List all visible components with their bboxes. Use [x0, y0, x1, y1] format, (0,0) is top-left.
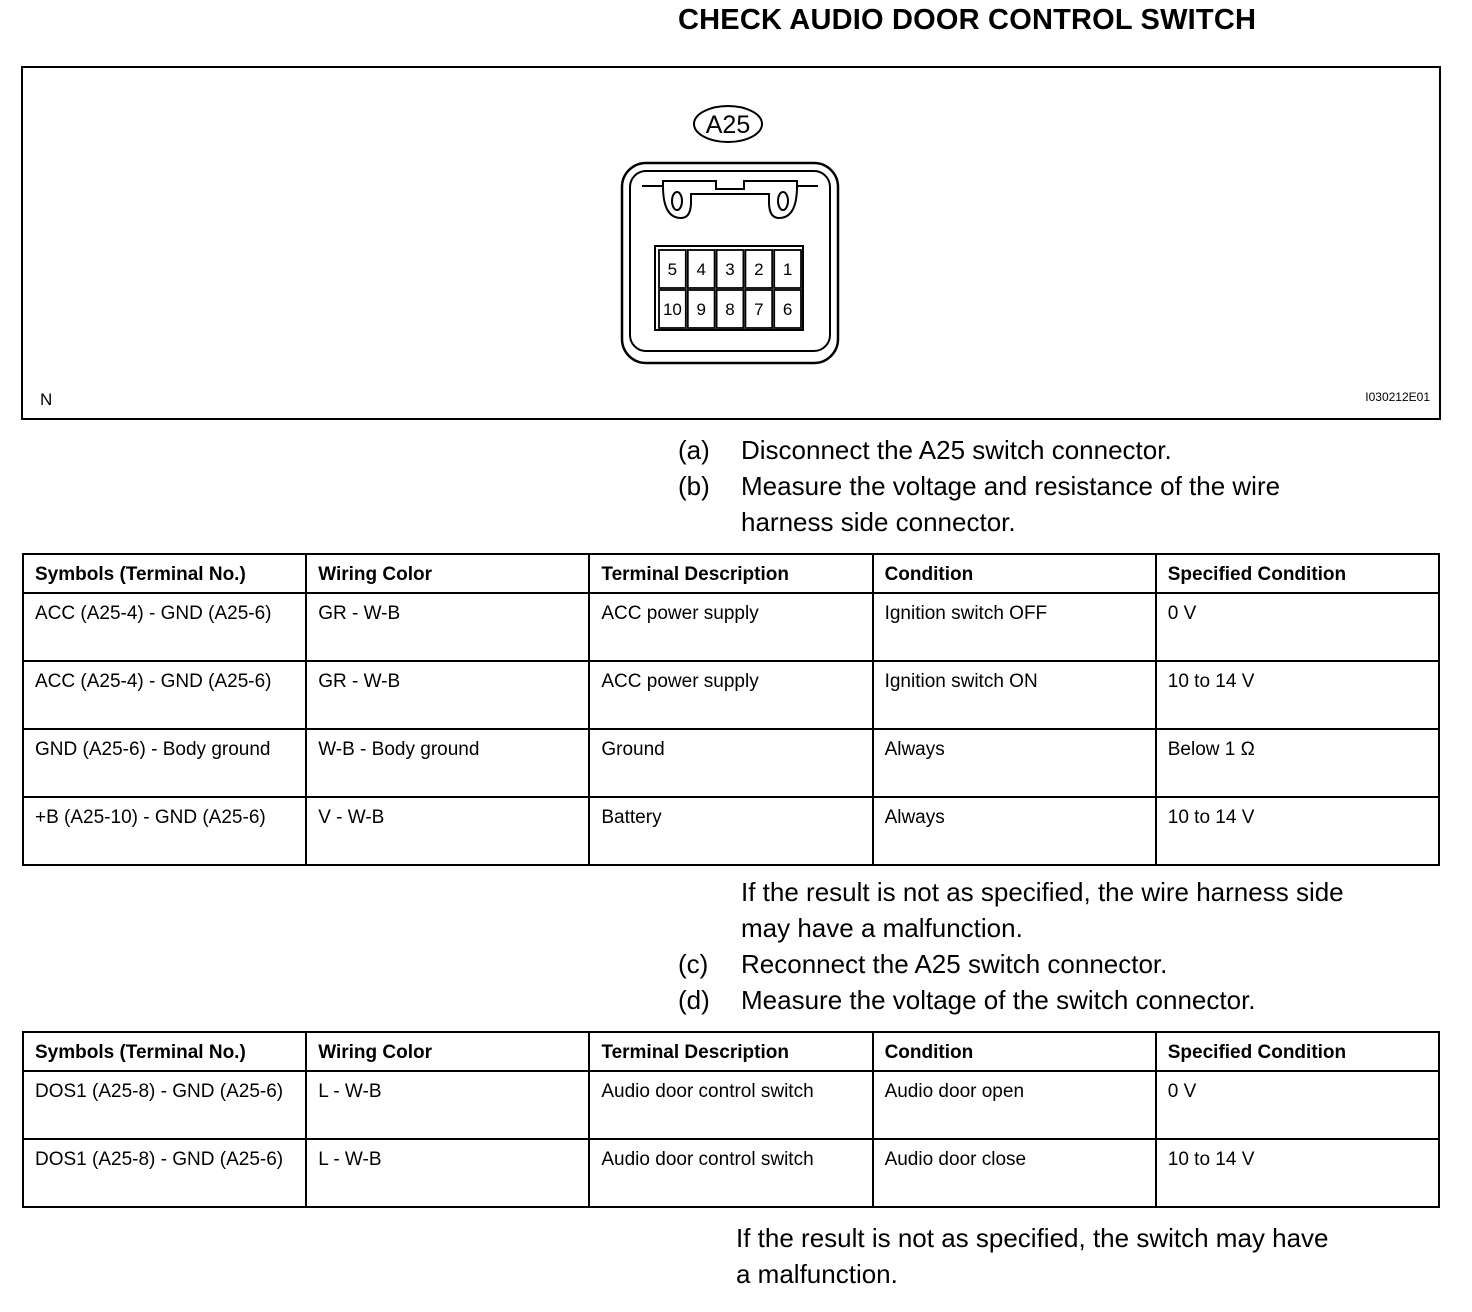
cell-terminal-description: Audio door control switch [589, 1139, 872, 1207]
cell-condition: Always [873, 729, 1156, 797]
header-wiring-color: Wiring Color [306, 554, 589, 593]
header-wiring-color: Wiring Color [306, 1032, 589, 1071]
harness-result-note [741, 874, 1344, 946]
connector-label: A25 [705, 111, 751, 139]
page-title: CHECK AUDIO DOOR CONTROL SWITCH [678, 4, 1257, 36]
cell-terminal-description: Ground [589, 729, 872, 797]
cell-wiring-color: L - W-B [306, 1071, 589, 1139]
figure-id: I030212E01 [1365, 390, 1430, 404]
table-row [23, 593, 1439, 661]
pin-label-2: 2 [754, 260, 764, 279]
cell-specified-condition: 0 V [1156, 1071, 1439, 1139]
cell-symbols: ACC (A25-4) - GND (A25-6) [23, 593, 306, 661]
cell-terminal-description: ACC power supply [589, 593, 872, 661]
pin-label-8: 8 [725, 300, 735, 319]
step-a-label: (a) [678, 435, 710, 465]
cell-symbols: +B (A25-10) - GND (A25-6) [23, 797, 306, 865]
cell-wiring-color: V - W-B [306, 797, 589, 865]
header-symbols: Symbols (Terminal No.) [23, 1032, 306, 1071]
header-specified-condition: Specified Condition [1156, 554, 1439, 593]
cell-terminal-description: Audio door control switch [589, 1071, 872, 1139]
cell-symbols: DOS1 (A25-8) - GND (A25-6) [23, 1071, 306, 1139]
header-symbols: Symbols (Terminal No.) [23, 554, 306, 593]
cell-specified-condition: 10 to 14 V [1156, 1139, 1439, 1207]
pin-label-6: 6 [782, 300, 793, 319]
table-row [23, 729, 1439, 797]
cell-condition: Always [873, 797, 1156, 865]
table-row [23, 1139, 1439, 1207]
step-c-label: (c) [678, 949, 709, 979]
switch-note-line2: a malfunction. [736, 1259, 898, 1289]
table-header-row [23, 1032, 1439, 1071]
table-row [23, 661, 1439, 729]
step-d-text: Measure the voltage of the switch connector. [741, 985, 1256, 1015]
header-terminal-description: Terminal Description [589, 554, 872, 593]
harness-note-line2: may have a malfunction. [741, 913, 1023, 943]
cell-specified-condition: 0 V [1156, 593, 1439, 661]
pin-label-9: 9 [696, 300, 706, 319]
connector-diagram [23, 68, 1439, 418]
step-c-text: Reconnect the A25 switch connector. [741, 949, 1168, 979]
cell-condition: Audio door close [873, 1139, 1156, 1207]
cell-wiring-color: W-B - Body ground [306, 729, 589, 797]
step-a-text: Disconnect the A25 switch connector. [741, 435, 1172, 465]
cell-symbols: DOS1 (A25-8) - GND (A25-6) [23, 1139, 306, 1207]
switch-side-table [22, 1031, 1440, 1208]
step-b-text-line2: harness side connector. [741, 507, 1016, 537]
switch-note-line1: If the result is not as specified, the switch may have [736, 1223, 1329, 1253]
cell-symbols: GND (A25-6) - Body ground [23, 729, 306, 797]
table-row [23, 797, 1439, 865]
connector-figure [21, 66, 1441, 420]
pin-label-7: 7 [754, 300, 764, 319]
header-condition: Condition [873, 554, 1156, 593]
harness-note-line1: If the result is not as specified, the wire harness side [741, 877, 1344, 907]
pin-label-3: 3 [725, 260, 735, 279]
step-b-text-line1: Measure the voltage and resistance of the wire [741, 471, 1281, 501]
header-specified-condition: Specified Condition [1156, 1032, 1439, 1071]
step-d-label: (d) [678, 985, 710, 1015]
cell-specified-condition: 10 to 14 V [1156, 797, 1439, 865]
figure-corner-label: N [40, 390, 53, 409]
cell-specified-condition: 10 to 14 V [1156, 661, 1439, 729]
cell-wiring-color: L - W-B [306, 1139, 589, 1207]
cell-condition: Ignition switch ON [873, 661, 1156, 729]
pin-label-5: 5 [667, 260, 678, 279]
switch-result-note [736, 1220, 1329, 1292]
header-terminal-description: Terminal Description [589, 1032, 872, 1071]
table-row [23, 1071, 1439, 1139]
step-b-label: (b) [678, 471, 710, 501]
pin-label-1: 1 [782, 260, 793, 279]
cell-wiring-color: GR - W-B [306, 661, 589, 729]
cell-condition: Ignition switch OFF [873, 593, 1156, 661]
pin-label-10: 10 [662, 300, 682, 319]
pin-label-4: 4 [696, 260, 706, 279]
connector-latch [642, 181, 818, 218]
cell-symbols: ACC (A25-4) - GND (A25-6) [23, 661, 306, 729]
table-header-row [23, 554, 1439, 593]
header-condition: Condition [873, 1032, 1156, 1071]
cell-wiring-color: GR - W-B [306, 593, 589, 661]
cell-specified-condition: Below 1 Ω [1156, 729, 1439, 797]
cell-terminal-description: Battery [589, 797, 872, 865]
cell-terminal-description: ACC power supply [589, 661, 872, 729]
harness-side-table [22, 553, 1440, 866]
cell-condition: Audio door open [873, 1071, 1156, 1139]
